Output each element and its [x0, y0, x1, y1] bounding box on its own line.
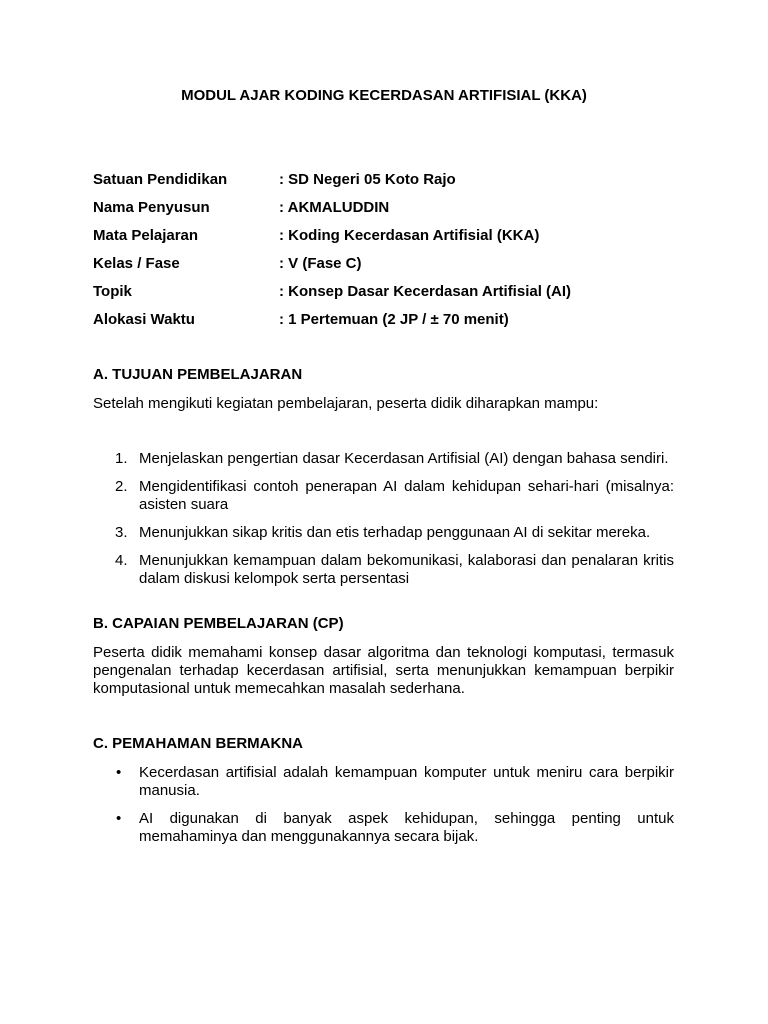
list-item-text: Menunjukkan sikap kritis dan etis terhadap penggunaan AI di sekitar mereka. [139, 524, 651, 541]
info-value: : Konsep Dasar Kecerdasan Artifisial (AI) [279, 283, 572, 300]
list-item-text: Kecerdasan artifisial adalah kemampuan komputer untuk meniru cara berpikir manusia. [139, 764, 674, 799]
list-item [93, 552, 674, 588]
document-title: MODUL AJAR KODING KECERDASAN ARTIFISIAL (KKA) [181, 87, 587, 104]
section-a-intro: Setelah mengikuti kegiatan pembelajaran, peserta didik diharapkan mampu: [93, 395, 599, 412]
list-number: 2. [115, 478, 128, 495]
list-item [93, 524, 674, 542]
section-b-text: Peserta didik memahami konsep dasar algoritma dan teknologi komputasi, termasuk pengenalan terhadap kecerdasan artifisial, serta menunjukkan kemampuan berpikir komputasional untuk memecahkan masalah sederhana. [93, 644, 674, 697]
info-value: : AKMALUDDIN [279, 199, 390, 216]
info-value: : SD Negeri 05 Koto Rajo [279, 171, 456, 188]
list-item-text: Menjelaskan pengertian dasar Kecerdasan Artifisial (AI) dengan bahasa sendiri. [139, 450, 669, 467]
list-number: 3. [115, 524, 128, 541]
info-label: Kelas / Fase [93, 255, 180, 272]
bullet-icon: • [116, 764, 122, 781]
list-number: 4. [115, 552, 128, 569]
info-value: : Koding Kecerdasan Artifisial (KKA) [279, 227, 540, 244]
list-item-text: Menunjukkan kemampuan dalam bekomunikasi, kalaborasi dan penalaran kritis dalam diskusi kelompok serta persentasi [139, 552, 674, 587]
info-label: Mata Pelajaran [93, 227, 199, 244]
info-value: : 1 Pertemuan (2 JP / ± 70 menit) [279, 311, 509, 328]
list-item [93, 450, 674, 468]
info-label: Satuan Pendidikan [93, 171, 228, 188]
bullet-icon: • [116, 810, 122, 827]
info-label: Alokasi Waktu [93, 311, 195, 328]
list-item [93, 764, 674, 800]
list-item [93, 478, 674, 514]
info-value: : V (Fase C) [279, 255, 362, 272]
section-b-heading: B. CAPAIAN PEMBELAJARAN (CP) [93, 615, 344, 632]
list-item [93, 810, 674, 846]
list-item-text: Mengidentifikasi contoh penerapan AI dalam kehidupan sehari-hari (misalnya: asisten suara [139, 478, 674, 513]
section-c-heading: C. PEMAHAMAN BERMAKNA [93, 735, 303, 752]
list-item-text: AI digunakan di banyak aspek kehidupan, sehingga penting untuk memahaminya dan menggunakannya secara bijak. [139, 810, 674, 845]
list-number: 1. [115, 450, 128, 467]
section-a-heading: A. TUJUAN PEMBELAJARAN [93, 366, 303, 383]
info-label: Nama Penyusun [93, 199, 210, 216]
meaningful-understanding-list [93, 764, 674, 856]
info-label: Topik [93, 283, 132, 300]
objectives-list [93, 450, 674, 598]
